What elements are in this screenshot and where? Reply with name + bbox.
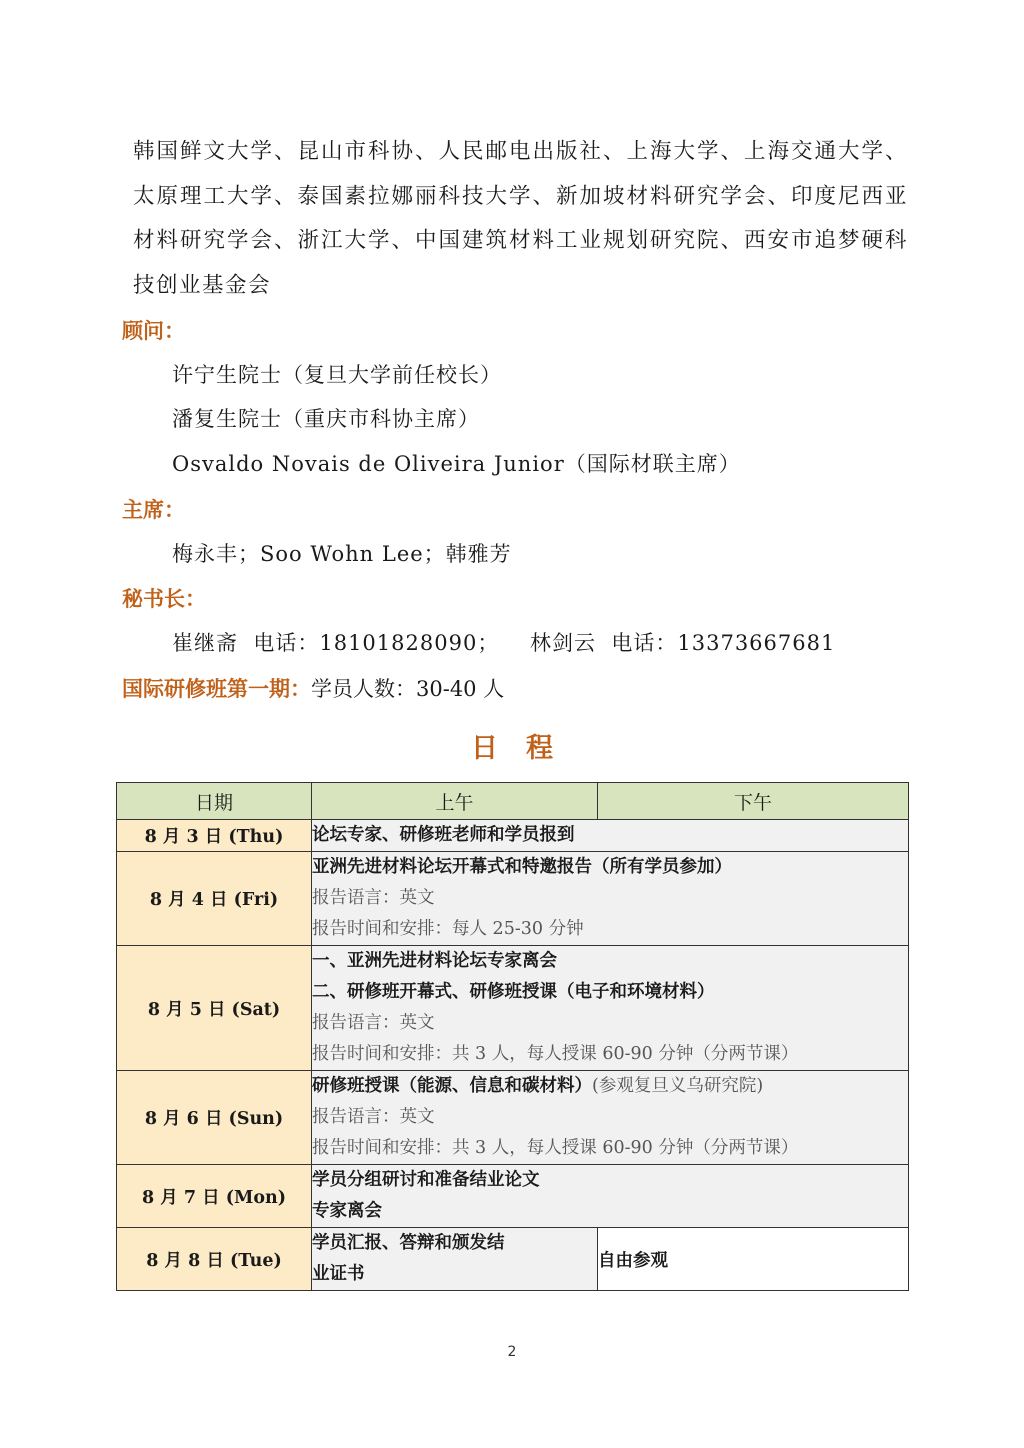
- secretary-heading: 秘书长：: [122, 587, 206, 611]
- activity-text: 学员汇报、答辩和颁发结: [312, 1233, 505, 1253]
- activity-line: [312, 946, 908, 977]
- activity-text: 报告时间和安排：共 3 人，每人授课 60-90 分钟（分两节课）: [312, 1044, 799, 1064]
- schedule-date: 8 月 4 日 (Fri): [117, 852, 312, 946]
- activity-text: 业证书: [312, 1264, 365, 1284]
- schedule-date: 8 月 6 日 (Sun): [117, 1071, 312, 1165]
- activity-text: 一、亚洲先进材料论坛专家离会: [312, 951, 557, 971]
- activity-line: [312, 883, 908, 914]
- activity-line: [312, 1165, 908, 1196]
- schedule-body: [117, 820, 909, 1291]
- schedule-activity: [312, 820, 909, 852]
- schedule-row: [117, 1165, 909, 1228]
- organizers-list: 韩国鲜文大学、昆山市科协、人民邮电出版社、上海大学、上海交通大学、太原理工大学、泰国素拉娜丽科技大学、新加坡材料研究学会、印度尼西亚材料研究学会、浙江大学、中国建筑材料工业规划研究院、西安市追梦硬科技创业基金会: [133, 139, 908, 298]
- activity-line: [312, 1102, 908, 1133]
- activity-note: (参观复旦义乌研究院): [592, 1076, 764, 1096]
- schedule-date: 8 月 7 日 (Mon): [117, 1165, 312, 1228]
- activity-text: 亚洲先进材料论坛开幕式和特邀报告（所有学员参加）: [312, 857, 732, 877]
- activity-line: [312, 1196, 908, 1227]
- header-am: 上午: [312, 783, 598, 820]
- advisor-item: 潘复生院士（重庆市科协主席）: [172, 407, 480, 431]
- schedule-afternoon: 自由参观: [598, 1228, 909, 1291]
- schedule-row: [117, 820, 909, 852]
- activity-line: [312, 1071, 908, 1102]
- schedule-table: [116, 782, 909, 1291]
- program-heading: 国际研修班第一期：: [122, 677, 311, 701]
- schedule-date: 8 月 3 日 (Thu): [117, 820, 312, 852]
- activity-text: 报告语言：英文: [312, 888, 435, 908]
- activity-text: 学员分组研讨和准备结业论文: [312, 1170, 540, 1190]
- schedule-activity: [312, 1071, 909, 1165]
- advisors-heading: 顾问：: [122, 319, 185, 343]
- page-number: 2: [507, 1344, 517, 1360]
- schedule-activity: [312, 852, 909, 946]
- program-size: 学员人数：30-40 人: [311, 677, 505, 701]
- header-date: 日期: [117, 783, 312, 820]
- schedule-row: [117, 1071, 909, 1165]
- advisor-item: 许宁生院士（复旦大学前任校长）: [172, 363, 502, 387]
- schedule-row: [117, 946, 909, 1071]
- schedule-header-row: [117, 783, 909, 820]
- secretary-contacts: 崔继斋 电话：18101828090； 林剑云 电话：13373667681: [172, 631, 836, 655]
- program-line: [122, 674, 504, 704]
- activity-text: 报告时间和安排：每人 25-30 分钟: [312, 919, 584, 939]
- schedule-row: [117, 1228, 909, 1291]
- activity-text: 报告时间和安排：共 3 人，每人授课 60-90 分钟（分两节课）: [312, 1138, 799, 1158]
- chairs-names: 梅永丰；Soo Wohn Lee；韩雅芳: [172, 542, 512, 566]
- activity-text: 研修班授课（能源、信息和碳材料）: [312, 1076, 592, 1096]
- activity-text: 专家离会: [312, 1201, 382, 1221]
- activity-line: [312, 852, 908, 883]
- activity-text: 报告语言：英文: [312, 1107, 435, 1127]
- activity-line: [312, 1133, 908, 1164]
- activity-line: [312, 914, 908, 945]
- activity-line: [312, 977, 908, 1008]
- activity-text: 论坛专家、研修班老师和学员报到: [312, 825, 575, 845]
- schedule-activity: [312, 1228, 598, 1291]
- chairs-heading: 主席：: [122, 498, 185, 522]
- activity-text: 报告语言：英文: [312, 1013, 435, 1033]
- schedule-row: [117, 852, 909, 946]
- schedule-title: 日程: [471, 733, 581, 764]
- schedule-activity: [312, 1165, 909, 1228]
- activity-line: [312, 1259, 597, 1290]
- activity-text: 二、研修班开幕式、研修班授课（电子和环境材料）: [312, 982, 715, 1002]
- schedule-activity: [312, 946, 909, 1071]
- advisor-item: Osvaldo Novais de Oliveira Junior（国际材联主席）: [172, 452, 741, 476]
- header-pm: 下午: [598, 783, 909, 820]
- activity-line: [312, 820, 908, 851]
- activity-line: [312, 1228, 597, 1259]
- schedule-date: 8 月 5 日 (Sat): [117, 946, 312, 1071]
- schedule-date: 8 月 8 日 (Tue): [117, 1228, 312, 1291]
- activity-line: [312, 1039, 908, 1070]
- activity-line: [312, 1008, 908, 1039]
